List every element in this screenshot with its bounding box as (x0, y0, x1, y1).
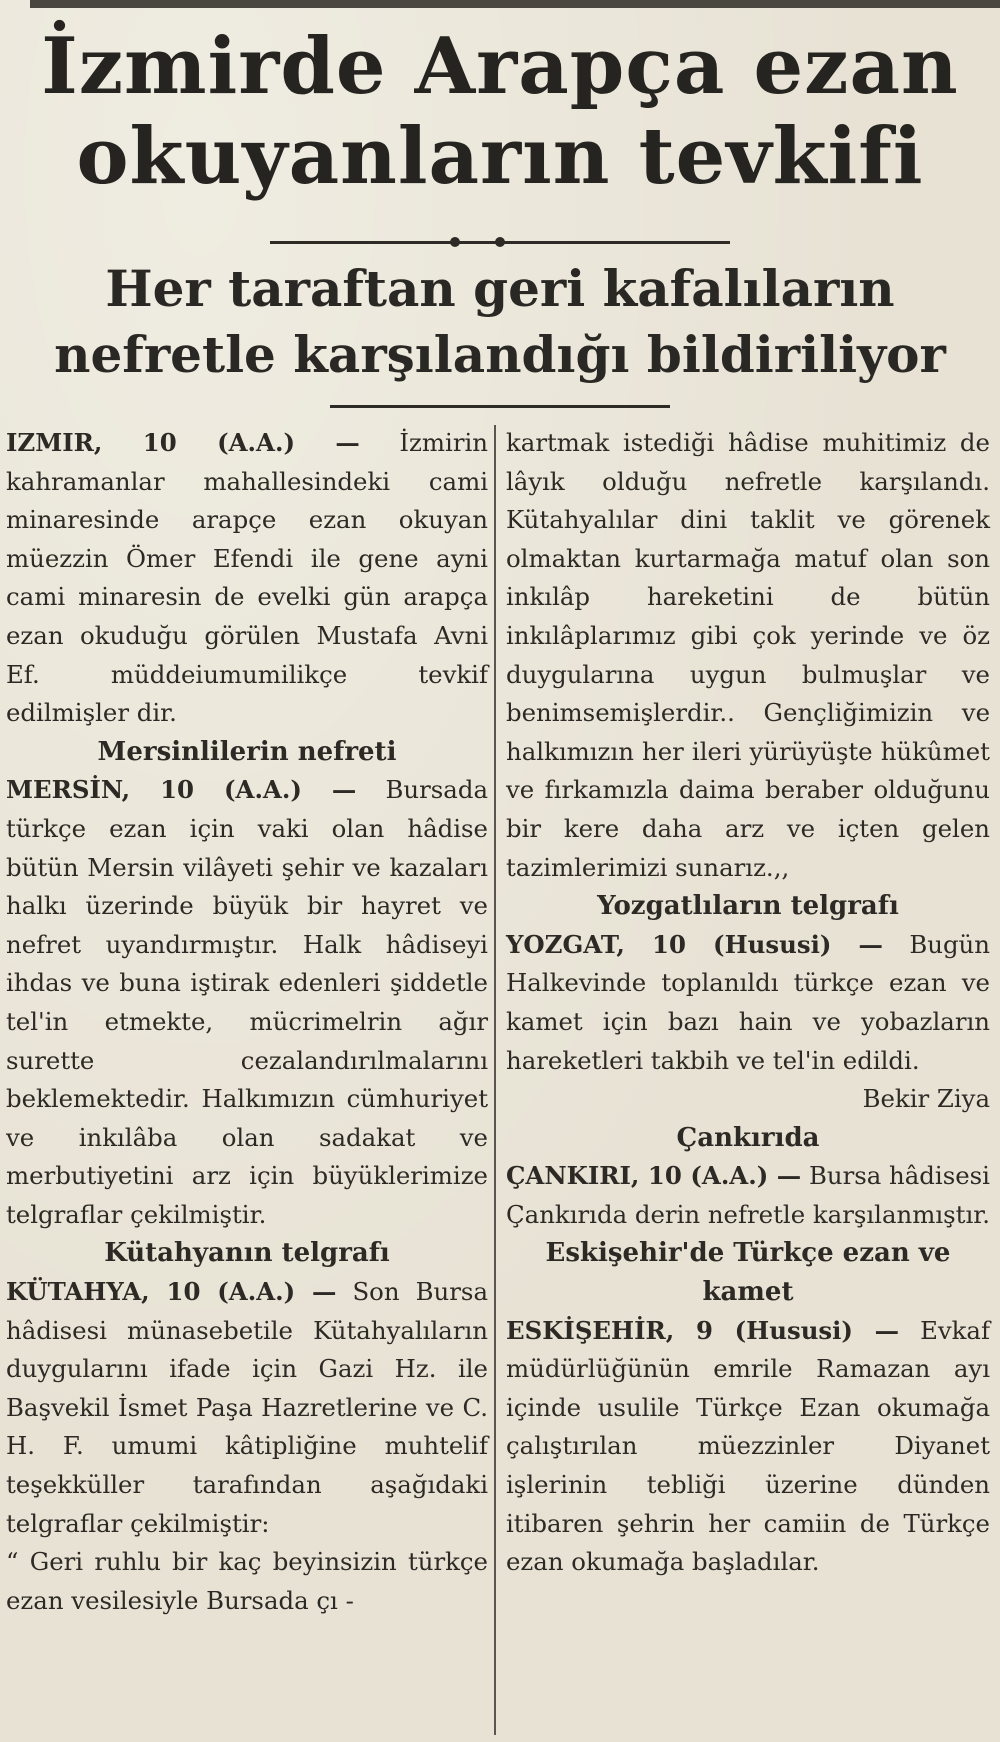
eskisehir-section-heading: Eskişehir'de Türkçe ezan ve kamet (545, 1238, 951, 1308)
subheadline-rule (330, 405, 670, 408)
ornamental-rule (270, 236, 730, 248)
right-column (506, 424, 990, 1582)
yozgat-text: Bugün Halkevinde toplanıldı türkçe ezan ve kamet için bazı hain ve yobazların hareketleri takbih ve tel'in edildi. (506, 929, 990, 1075)
mersin-dateline: MERSİN, 10 (A.A.) — (6, 775, 357, 805)
yozgat-dateline: YOZGAT, 10 (Hususi) — (506, 929, 883, 959)
ornamental-rule-dot (495, 237, 505, 247)
yozgat-paragraph (506, 926, 990, 1080)
mersin-text: Bursada türkçe ezan için vaki olan hâdise bütün Mersin vilâyeti şehir ve kazaları halkı üzerinde büyük bir hayret ve nefret uyandırmıştır. Halk hâdiseyi ihdas ve buna iştirak edenleri şiddetle tel'in etmekte, mücrimelrin ağır surette cezalandırılmalarını beklemektedir. Halkımızın cümhuriyet ve inkılâba olan sadakat ve merbutiyetini arz için büyüklerimize telgraflar çekilmiştir. (6, 775, 488, 1229)
eskisehir-text: Evkaf müdürlüğünün emrile Ramazan ayı içinde usulile Türkçe Ezan okumağa çalıştırılan müezzinler Diyanet işlerinin tebliği üzerine dünden itibaren şehrin her camiin de Türkçe ezan okumağa başladılar. (506, 1315, 990, 1577)
izmir-text: İzmirin kahramanlar mahallesindeki cami minaresinde arapçe ezan okuyan müezzin Ömer Efendi ile gene ayni cami minaresin de evelki gün arapça ezan okuduğu görülen Mustafa Avni Ef. müddeiumumilikçe tevkif edilmişler dir. (6, 428, 488, 728)
headline: İzmirde Arapça ezan okuyanların tevkifi (41, 21, 959, 202)
mersin-section-heading: Mersinlilerin nefreti (97, 736, 397, 767)
yozgat-signature: Bekir Ziya (862, 1084, 990, 1114)
left-column (6, 424, 488, 1620)
eskisehir-dateline: ESKİŞEHİR, 9 (Hususi) — (506, 1315, 900, 1345)
kutahya-dateline: KÜTAHYA, 10 (A.A.) — (6, 1277, 337, 1307)
izmir-dateline: IZMIR, 10 (A.A.) — (6, 428, 360, 457)
eskisehir-paragraph (506, 1312, 990, 1582)
kutahya-quote-continued: kartmak istediği hâdise muhitimiz de lâyık olduğu nefretle karşılandı. Kütahyalılar dini taklit ve görenek olmaktan kurtarmağa matuf olan son inkılâp hareketini de bütün inkılâplarımız gibi çok yerinde ve öz duygularına uygun bulmuşlar ve benimsemişlerdir.. Gençliğimizin ve halkımızın her ileri yürüyüşte hükûmet ve fırkamızla daima beraber olduğunu bir kere daha arz ve içten gelen tazimlerimizi sunarız.,, (506, 428, 990, 882)
subheadline: Her taraftan geri kafalıların nefretle karşılandığı bildiriliyor (54, 259, 946, 384)
yozgat-section-heading: Yozgatlıların telgrafı (597, 891, 899, 922)
ornamental-rule-dot (450, 237, 460, 247)
cankiri-paragraph (506, 1157, 990, 1234)
kutahya-section-heading: Kütahyanın telgrafı (104, 1238, 390, 1269)
kutahya-quote: “ Geri ruhlu bir kaç beyinsizin türkçe ezan vesilesiyle Bursada çı - (6, 1547, 488, 1615)
kutahya-text: Son Bursa hâdisesi münasebetile Kütahyalıların duygularını ifade için Gazi Hz. ile Başvekil İsmet Paşa Hazretlerine ve C. H. F. umumi kâtipliğine muhtelif teşekküller tarafından aşağıdaki telgraflar çekilmiştir: (6, 1277, 488, 1538)
cankiri-text: Bursa hâdisesi Çankırıda derin nefretle karşılanmıştır. (506, 1161, 991, 1229)
kutahya-paragraph (6, 1273, 488, 1543)
izmir-paragraph (6, 424, 488, 733)
cankiri-section-heading: Çankırıda (676, 1122, 820, 1153)
column-divider (494, 425, 496, 1735)
top-border-rule (30, 0, 1000, 8)
mersin-paragraph (6, 771, 488, 1234)
cankiri-dateline: ÇANKIRI, 10 (A.A.) — (506, 1161, 802, 1191)
